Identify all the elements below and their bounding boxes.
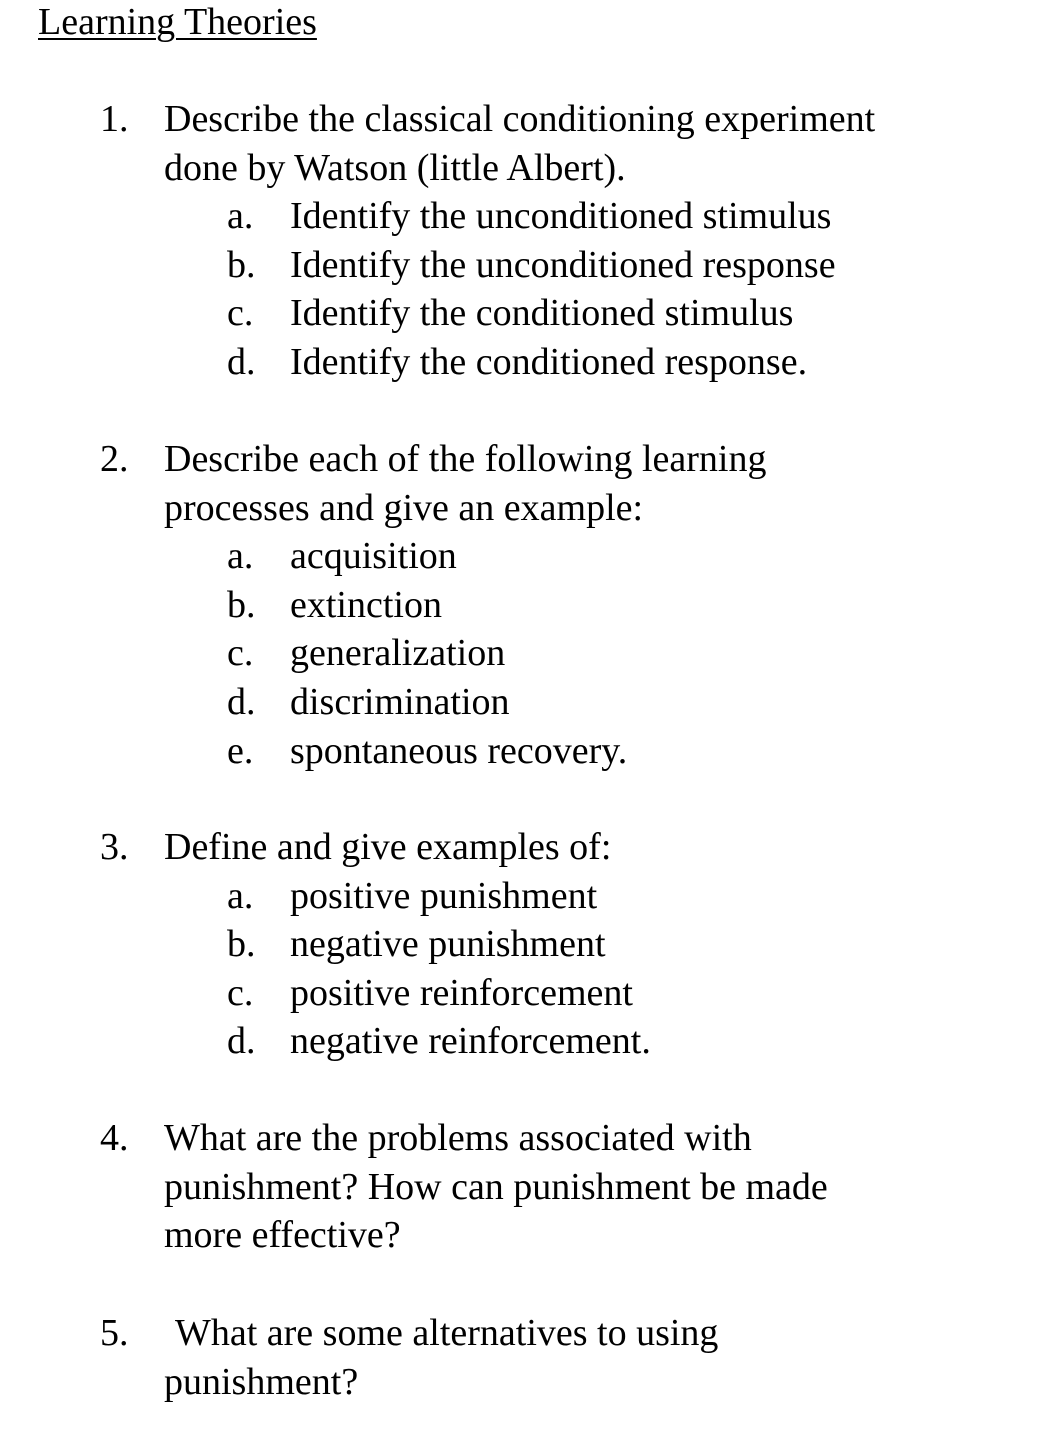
sub-item-text: Identify the unconditioned response: [290, 243, 836, 286]
sub-item-letter: c.: [227, 292, 254, 335]
sub-item: [100, 192, 1000, 241]
question-2: [100, 435, 1000, 775]
question-number: 2.: [100, 438, 129, 480]
sub-item-letter: c.: [227, 971, 254, 1014]
question-line: Describe the classical conditioning experiment: [164, 98, 876, 140]
question-text: [100, 823, 1000, 872]
sub-item: [100, 920, 1000, 969]
sub-item: [100, 678, 1000, 727]
sub-item-text: Identify the unconditioned stimulus: [290, 195, 832, 238]
sub-item-text: spontaneous recovery.: [290, 729, 628, 772]
page-title: Learning Theories: [38, 1, 317, 43]
question-line: punishment? How can punishment be made: [164, 1165, 828, 1208]
sub-item: [100, 629, 1000, 678]
sub-item-letter: b.: [227, 583, 256, 626]
sub-item: [100, 532, 1000, 581]
sub-item: [100, 1017, 1000, 1066]
question-4: [100, 1114, 1000, 1260]
sub-item-letter: a.: [227, 535, 254, 578]
sub-item-letter: e.: [227, 729, 254, 772]
sub-item-letter: b.: [227, 923, 256, 966]
sub-item-letter: d.: [227, 1020, 256, 1063]
question-5: [100, 1309, 1000, 1406]
sub-item: [100, 969, 1000, 1018]
sub-item: [100, 872, 1000, 921]
question-number: 1.: [100, 98, 129, 140]
question-number: 3.: [100, 826, 129, 868]
question-text: [100, 95, 1000, 192]
question-3: [100, 823, 1000, 1066]
sub-item: [100, 241, 1000, 290]
sub-item-text: negative punishment: [290, 923, 606, 966]
question-line: done by Watson (little Albert).: [164, 146, 626, 189]
sub-item-letter: b.: [227, 243, 256, 286]
sub-item-letter: c.: [227, 632, 254, 675]
question-line: punishment?: [164, 1360, 359, 1403]
sub-item-text: positive punishment: [290, 874, 598, 917]
sub-item-letter: a.: [227, 874, 254, 917]
sub-item-text: Identify the conditioned stimulus: [290, 292, 794, 335]
question-line: Define and give examples of:: [164, 826, 612, 868]
sub-item: [100, 581, 1000, 630]
question-line: Describe each of the following learning: [164, 438, 767, 480]
sub-item-letter: d.: [227, 340, 256, 383]
sub-item-letter: d.: [227, 680, 256, 723]
question-text: [100, 1114, 1000, 1260]
question-line: processes and give an example:: [164, 486, 644, 529]
sub-item: [100, 727, 1000, 776]
question-text: [100, 1309, 1000, 1406]
question-line: more effective?: [164, 1214, 401, 1257]
sub-item-text: positive reinforcement: [290, 971, 633, 1014]
sub-item: [100, 289, 1000, 338]
sub-item-letter: a.: [227, 195, 254, 238]
question-line: What are some alternatives to using: [175, 1312, 719, 1354]
question-line: What are the problems associated with: [164, 1117, 752, 1159]
sub-item-text: Identify the conditioned response.: [290, 340, 808, 383]
sub-item-text: acquisition: [290, 535, 457, 578]
sub-item-text: extinction: [290, 583, 442, 626]
sub-item: [100, 338, 1000, 387]
question-text: [100, 435, 1000, 532]
sub-item-text: discrimination: [290, 680, 510, 723]
question-number: 4.: [100, 1117, 129, 1159]
sub-item-text: negative reinforcement.: [290, 1020, 651, 1063]
question-number: 5.: [100, 1312, 129, 1354]
question-1: [100, 95, 1000, 387]
sub-item-text: generalization: [290, 632, 506, 675]
